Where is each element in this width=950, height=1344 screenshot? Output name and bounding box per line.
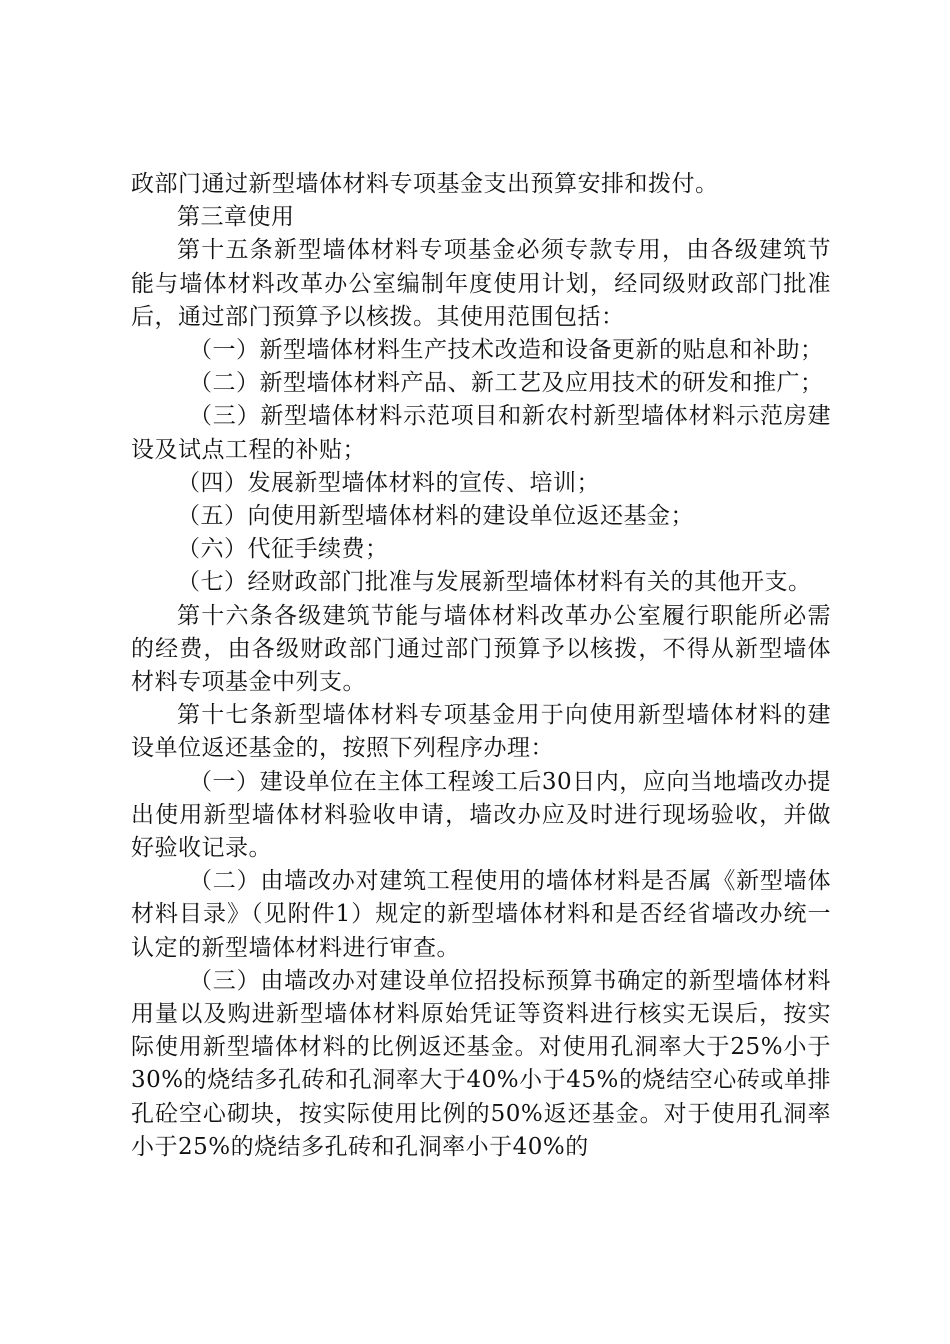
article-15: 第十五条新型墙体材料专项基金必须专款专用，由各级建筑节能与墙体材料改革办公室编制年度使用计划，经同级财政部门批准后，通过部门预算予以核拨。其使用范围包括： <box>131 237 831 330</box>
document-body <box>131 168 831 1164</box>
article-15-item-3: （三）新型墙体材料示范项目和新农村新型墙体材料示范房建设及试点工程的补贴； <box>131 403 831 463</box>
chapter-heading: 第三章使用 <box>177 204 295 231</box>
article-16: 第十六条各级建筑节能与墙体材料改革办公室履行职能所必需的经费，由各级财政部门通过部门预算予以核拨，不得从新型墙体材料专项基金中列支。 <box>131 602 831 696</box>
article-15-item-2: （二）新型墙体材料产品、新工艺及应用技术的研发和推广； <box>189 370 824 397</box>
article-17: 第十七条新型墙体材料专项基金用于向使用新型墙体材料的建设单位返还基金的，按照下列程序办理： <box>131 702 831 762</box>
article-15-item-4: （四）发展新型墙体材料的宣传、培训； <box>177 469 600 496</box>
article-15-item-6: （六）代征手续费； <box>177 536 389 563</box>
article-17-item-3: （三）由墙改办对建设单位招投标预算书确定的新型墙体材料用量以及购进新型墙体材料原始凭证等资料进行核实无误后，按实际使用新型墙体材料的比例返还基金。对使用孔洞率大于25%小于30%的烧结多孔砖和孔洞率大于40%小于45%的烧结空心砖或单排孔砼空心砌块，按实际使用比例的50%返还基金。对于使用孔洞率小于25%的烧结多孔砖和孔洞率小于40%的 <box>131 967 831 1160</box>
paragraph-continuation: 政部门通过新型墙体材料专项基金支出预算安排和拨付。 <box>131 171 719 197</box>
article-15-item-7: （七）经财政部门批准与发展新型墙体材料有关的其他开支。 <box>177 569 812 596</box>
article-15-item-5: （五）向使用新型墙体材料的建设单位返还基金； <box>177 503 694 530</box>
article-15-item-1: （一）新型墙体材料生产技术改造和设备更新的贴息和补助； <box>189 337 824 364</box>
article-17-item-1: （一）建设单位在主体工程竣工后30日内，应向当地墙改办提出使用新型墙体材料验收申请，墙改办应及时进行现场验收，并做好验收记录。 <box>131 768 831 862</box>
article-17-item-2: （二）由墙改办对建筑工程使用的墙体材料是否属《新型墙体材料目录》（见附件1）规定的新型墙体材料和是否经省墙改办统一认定的新型墙体材料进行审查。 <box>131 868 831 961</box>
